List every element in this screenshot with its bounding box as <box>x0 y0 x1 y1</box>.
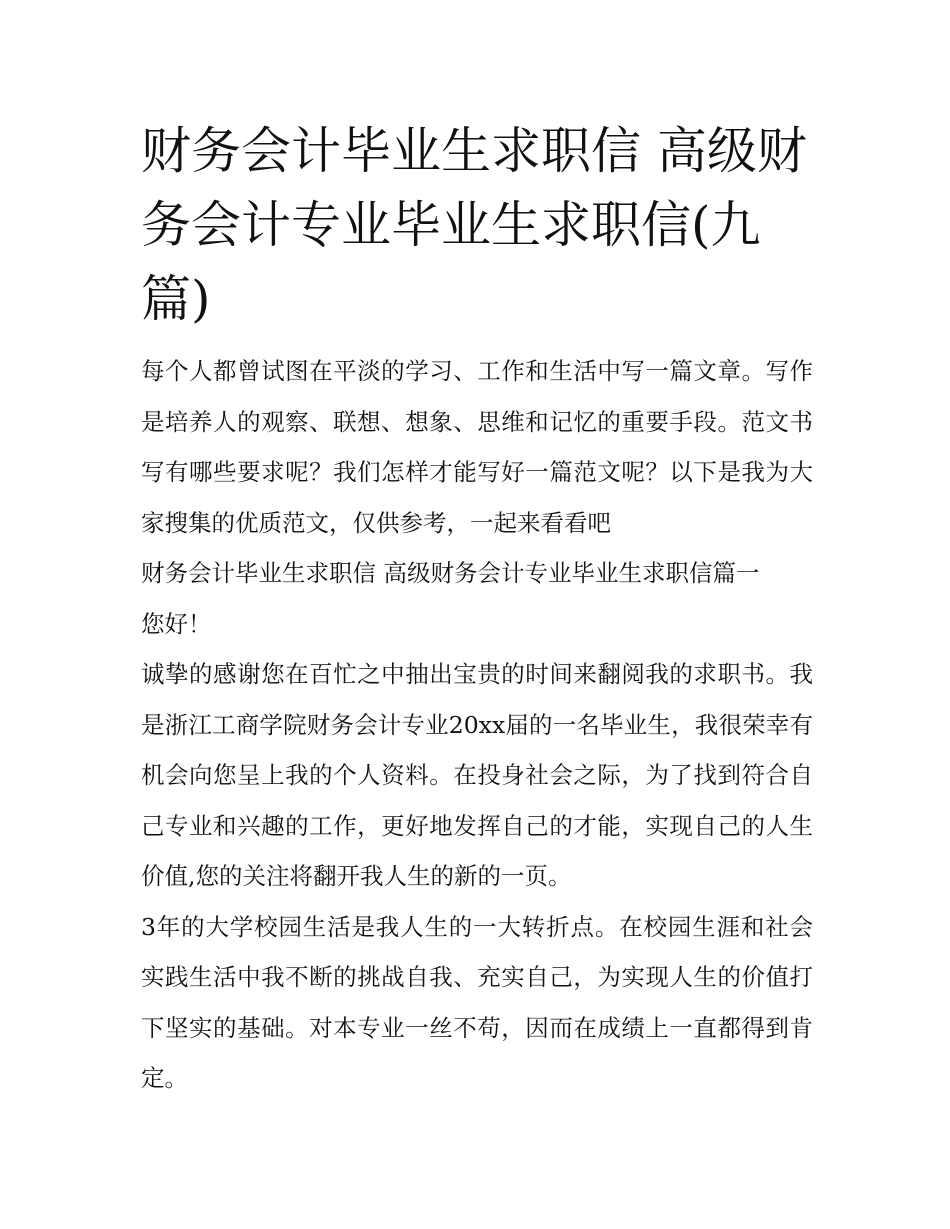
document-title: 财务会计毕业生求职信 高级财务会计专业毕业生求职信(九篇) <box>141 122 807 328</box>
intro-paragraph: 每个人都曾试图在平淡的学习、工作和生活中写一篇文章。写作是培养人的观察、联想、想象、思维和记忆的重要手段。范文书写有哪些要求呢？我们怎样才能写好一篇范文呢？以下是我为大家搜集的优质范文，仅供参考，一起来看看吧 <box>141 357 813 537</box>
salutation: 您好！ <box>141 609 212 638</box>
body-paragraph: 诚挚的感谢您在百忙之中抽出宝贵的时间来翻阅我的求职书。我是浙江工商学院财务会计专业20xx届的一名毕业生，我很荣幸有机会向您呈上我的个人资料。在投身社会之际，为了找到符合自己专业和兴趣的工作，更好地发挥自己的才能，实现自己的人生价值,您的关注将翻开我人生的新的一页。 <box>141 660 813 890</box>
document-content <box>141 114 813 1104</box>
section-heading: 财务会计毕业生求职信 高级财务会计专业毕业生求职信篇一 <box>141 559 760 587</box>
body-paragraph: 3年的大学校园生活是我人生的一大转折点。在校园生涯和社会实践生活中我不断的挑战自我、充实自己，为实现人生的价值打下坚实的基础。对本专业一丝不苟，因而在成绩上一直都得到肯定。 <box>141 912 813 1092</box>
document-body <box>141 346 813 1104</box>
